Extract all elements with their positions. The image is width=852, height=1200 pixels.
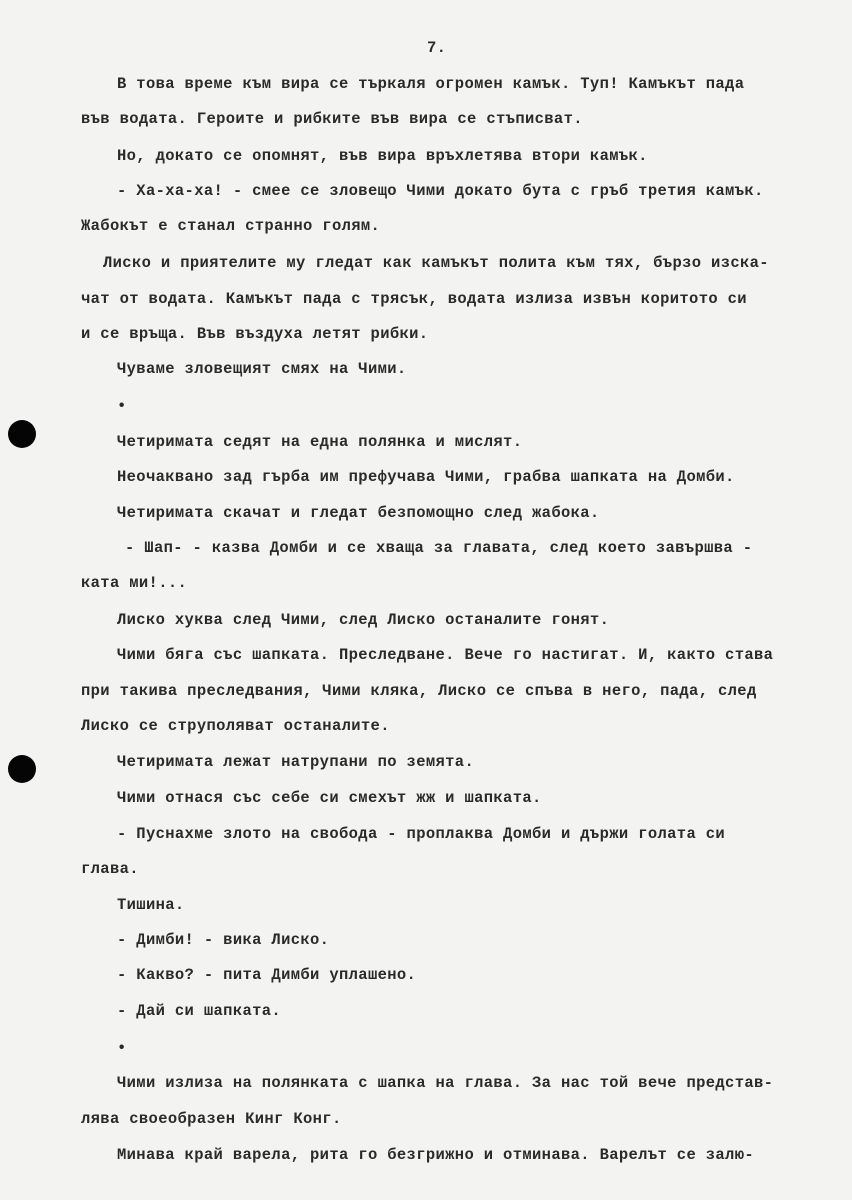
text-line-16: Чими бяга със шапката. Преследване. Вече го настигат. И, както става <box>117 646 774 664</box>
page-number: 7. <box>427 39 447 57</box>
text-line-26: - Дай си шапката. <box>117 1002 282 1020</box>
text-line-25: - Какво? - пита Димби уплашено. <box>117 966 417 984</box>
text-line-4: - Ха-ха-ха! - смее се зловещо Чими докато бута с гръб третия камък. <box>117 182 764 200</box>
text-line-11: Неочаквано зад гърба им префучава Чими, грабва шапката на Домби. <box>117 468 735 486</box>
text-line-19: Четиримата лежат натрупани по земята. <box>117 753 475 771</box>
text-line-18: Лиско се струполяват останалите. <box>81 717 390 735</box>
punch-hole-bottom <box>8 755 36 783</box>
text-line-12: Четиримата скачат и гледат безпомощно след жабока. <box>117 504 600 522</box>
text-line-21: - Пуснахме злото на свобода - проплаква Домби и държи голата си <box>117 825 726 843</box>
text-line-7: чат от водата. Камъкът пада с трясък, водата излиза извън коритото си <box>81 290 747 308</box>
text-line-27: Чими излиза на полянката с шапка на глава. За нас той вече представ- <box>117 1074 774 1092</box>
scene-separator-2: • <box>117 1039 127 1057</box>
text-line-2: във водата. Героите и рибките във вира се стъписват. <box>81 110 583 128</box>
text-line-14: ката ми!... <box>81 574 188 592</box>
text-line-20: Чими отнася със себе си смехът жж и шапката. <box>117 789 542 807</box>
text-line-15: Лиско хуква след Чими, след Лиско останалите гонят. <box>117 611 610 629</box>
text-line-17: при такива преследвания, Чими кляка, Лиско се спъва в него, пада, след <box>81 682 757 700</box>
text-line-10: Четиримата седят на една полянка и мислят. <box>117 433 523 451</box>
text-line-24: - Димби! - вика Лиско. <box>117 931 330 949</box>
text-line-5: Жабокът е станал странно голям. <box>81 217 381 235</box>
text-line-28: лява своеобразен Кинг Конг. <box>81 1110 342 1128</box>
text-line-8: и се връща. Във въздуха летят рибки. <box>81 325 429 343</box>
text-line-13: - Шап- - казва Домби и се хваща за главата, след което завършва - <box>125 539 753 557</box>
text-line-6: Лиско и приятелите му гледат как камъкът полита към тях, бързо изска- <box>103 254 769 272</box>
text-line-3: Но, докато се опомнят, във вира връхлетява втори камък. <box>117 147 648 165</box>
text-line-22: глава. <box>81 860 139 878</box>
text-line-29: Минава край варела, рита го безгрижно и отминава. Варелът се залю- <box>117 1146 754 1164</box>
text-line-1: В това време към вира се търкаля огромен камък. Туп! Камъкът пада <box>117 75 745 93</box>
text-line-23: Тишина. <box>117 896 185 914</box>
text-line-9: Чуваме зловещият смях на Чими. <box>117 360 407 378</box>
scene-separator-1: • <box>117 397 127 415</box>
punch-hole-top <box>8 420 36 448</box>
